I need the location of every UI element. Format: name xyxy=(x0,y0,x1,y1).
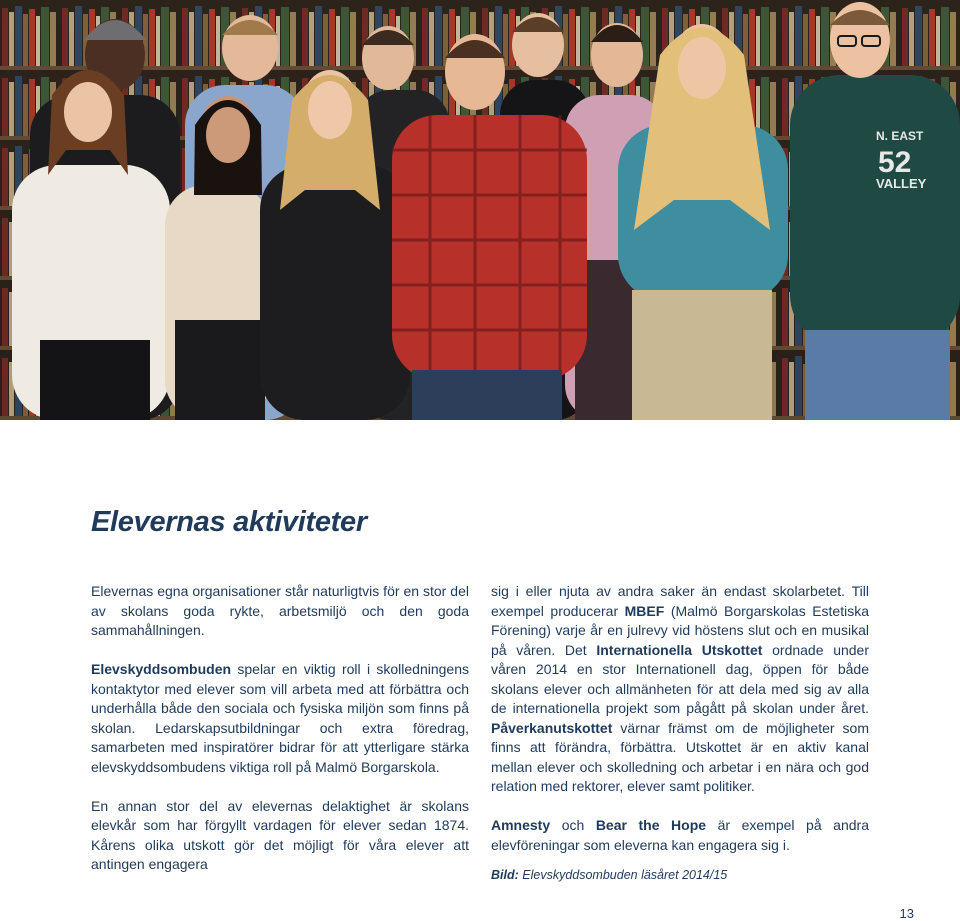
mbef-term: MBEF xyxy=(624,602,665,619)
right-p2-text-a: och xyxy=(550,817,596,833)
left-paragraph-3: En annan stor del av elevernas delaktighet är skolans elevkår som har förgyllt vardagen för elever sedan 1874. Kårens olika utskott gör det möjligt för våra elever att antingen engagera xyxy=(91,797,469,872)
page-number: 13 xyxy=(899,906,914,921)
caption-text: Elevskyddsombuden läsåret 2014/15 xyxy=(518,868,728,882)
right-p1-text-c: (Malmö Borgarskolas Estetiska Förening) varje år en julrevy vid höstens slut och en musikal på våren. Det xyxy=(491,602,870,658)
left-column xyxy=(91,582,469,875)
right-p1-text-a: sig i eller njuta av andra saker än endast skolarbetet. Till exempel producerar xyxy=(491,583,869,619)
group-photo xyxy=(0,0,960,420)
right-paragraph-1 xyxy=(491,582,869,797)
internationella-utskottet-term: Internationella Utskottet xyxy=(596,641,763,658)
group-photo-illustration xyxy=(0,0,960,420)
photo-caption xyxy=(491,868,727,882)
right-column xyxy=(491,582,869,855)
page-title: Elevernas aktiviteter xyxy=(91,506,367,538)
paverkanutskottet-term: Påverkanutskottet xyxy=(491,719,613,736)
bear-the-hope-term: Bear the Hope xyxy=(595,817,707,833)
jersey-number: 52 xyxy=(878,146,912,179)
caption-label: Bild: xyxy=(491,868,519,882)
jersey-text-1: N. EAST xyxy=(876,129,924,143)
right-p1-text-d: ordnade under våren 2014 en stor Internationell dag, öppen för både skolans elever och allmänheten för att dela med sig av alla de internationella projekt som pågått på skolan under året. xyxy=(491,641,870,716)
left-paragraph-2 xyxy=(91,660,469,777)
right-paragraph-2 xyxy=(491,816,869,855)
right-p1-text-e: värnar främst om de möjligheter som finns att förändra, förbättra. Utskottet är en aktiv kanal mellan elever och skolledning och arbetar i en nära och god relation med rektorer, elever samt politiker. xyxy=(491,719,869,794)
amnesty-term: Amnesty xyxy=(491,817,551,833)
right-p2-text-c: är exempel på andra elevföreningar som eleverna kan engagera sig i. xyxy=(491,817,869,853)
elevskyddsombuden-term: Elevskyddsombuden xyxy=(91,661,232,677)
jersey-text-2: VALLEY xyxy=(876,176,927,191)
left-paragraph-1: Elevernas egna organisationer står naturligtvis för en stor del av skolans goda rykte, arbetsmiljö och den goda sammahållningen. xyxy=(91,583,469,638)
left-paragraph-2-text: spelar en viktig roll i skolledningens kontaktytor med elever som vill arbeta med att förbättra och underhålla både den sociala och fysiska miljön som finns på skolan. Ledarskapsutbildningar och extra föredrag, samarbeten med inspiratörer bidrar för att ytterligare stärka elevskyddsombudens viktiga roll på Malmö Borgarskola. xyxy=(91,661,469,775)
